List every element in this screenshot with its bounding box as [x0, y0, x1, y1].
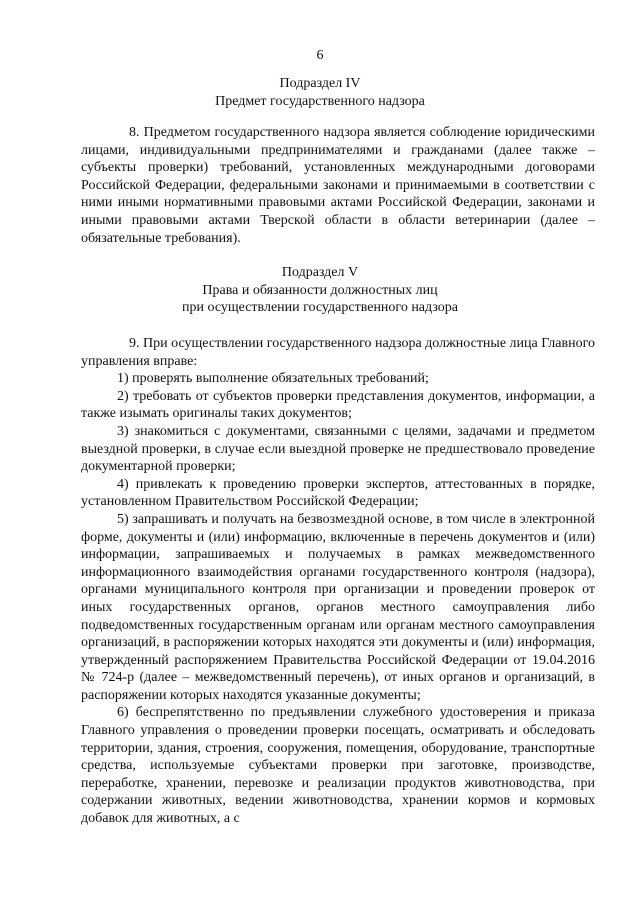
section-9-intro: 9. При осуществлении государственного надзора должностные лица Главного управления вправе: [81, 336, 595, 369]
subsection-4-title: Предмет государственного надзора [215, 93, 425, 109]
paragraph-8-block [81, 124, 595, 247]
section-9-block [81, 335, 595, 828]
subsection-5-title-line-1: Права и обязанности должностных лиц [202, 282, 438, 298]
paragraph-8: 8. Предметом государственного надзора является соблюдение юридическими лицами, индивидуальными предпринимателями и гражданами (далее также – субъекты проверки) требований, установленных международными договорами Российской Федерации, федеральными законами и принимаемыми в соответствии с ними иными нормативными правовыми актами Российской Федерации, законами и иными правовыми актами Тверской области в области ветеринарии (далее – обязательные требования). [81, 125, 595, 246]
section-9-item-6: 6) беспрепятственно по предъявлении служебного удостоверения и приказа Главного управления о проведении проверки посещать, осматривать и обследовать территории, здания, строения, сооружения, помещения, оборудование, транспортные средства, используемые субъектами проверки при заготовке, производстве, переработке, хранении, перевозке и реализации продуктов животноводства, при содержании животных, ведении животноводства, хранении кормов и кормовых добавок для животных, а с [81, 705, 595, 827]
section-9-item-4: 4) привлекать к проведению проверки экспертов, аттестованных в порядке, установленном Правительством Российской Федерации; [81, 476, 595, 510]
subsection-5-label: Подраздел V [281, 265, 359, 280]
subsection-4-label: Подраздел IV [279, 76, 361, 91]
section-9-item-3: 3) знакомиться с документами, связанными с целями, задачами и предметом выездной проверки, в случае если выездной проверке не предшествовало проведение документарной проверки; [81, 423, 595, 475]
section-9-item-5: 5) запрашивать и получать на безвозмездной основе, в том числе в электронной форме, документы и (или) информацию, включенные в перечень документов и (или) информации, запрашиваемых и получаемых в рамках межведомственного информационного взаимодействия органами государственного контроля (надзора), органами муниципального контроля при организации и проведении проверок от иных государственных органов, органов местного самоуправления либо подведомственных государственным органам или органам местного самоуправления организаций, в распоряжении которых находятся эти документы и (или) информация, утвержденный распоряжением Правительства Российской Федерации от 19.04.2016 № 724-р (далее – межведомственный перечень), от иных органов и организаций, в распоряжении которых находятся указанные документы; [81, 511, 595, 703]
section-9-item-2: 2) требовать от субъектов проверки представления документов, информации, а также изымать оригиналы таких документов; [81, 388, 595, 422]
page-number: 6 [316, 48, 324, 63]
subsection-5-title-line-2: при осуществлении государственного надзора [182, 300, 458, 316]
subsection-4-heading [0, 75, 640, 110]
section-9-item-1: 1) проверять выполнение обязательных требований; [117, 371, 429, 387]
subsection-5-heading [0, 264, 640, 317]
